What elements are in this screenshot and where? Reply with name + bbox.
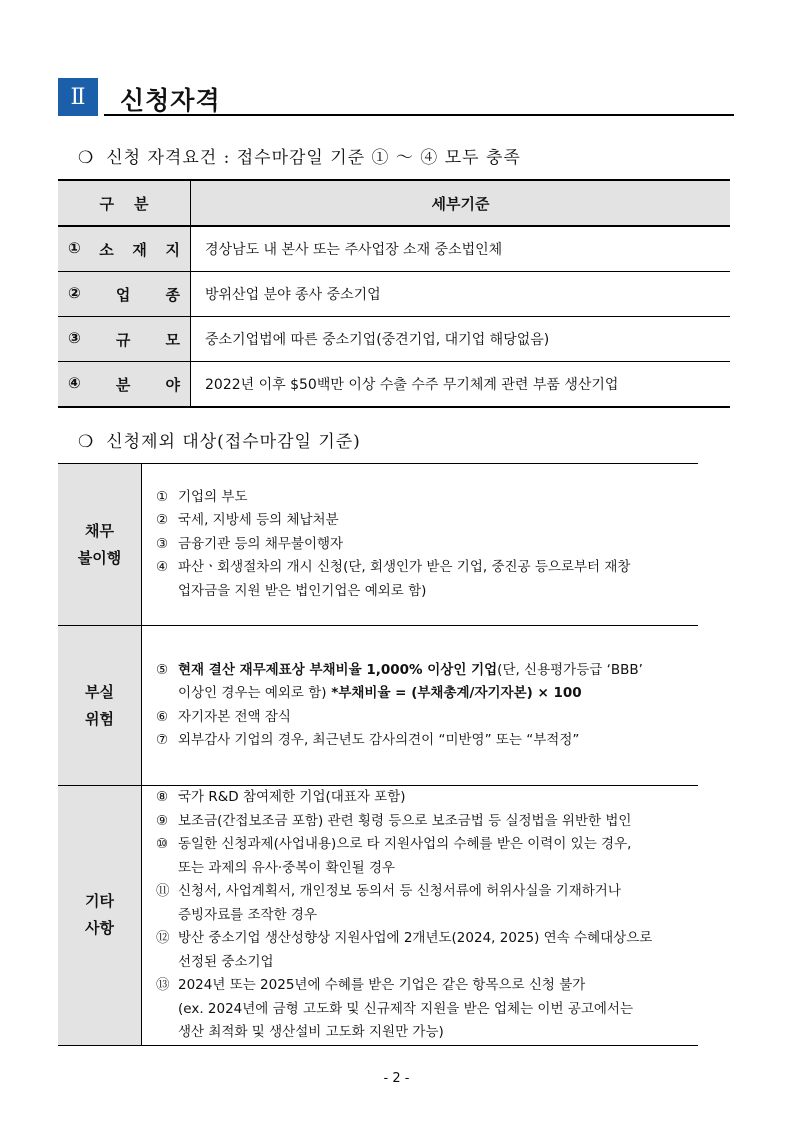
- list-item: ⑪ 신청서, 사업계획서, 개인정보 동의서 등 신청서류에 허위사실을 기재하거나: [156, 883, 621, 899]
- eligibility-heading: [78, 143, 521, 168]
- section-title: 신청자격: [120, 86, 221, 115]
- exclusions-heading: [78, 427, 361, 452]
- row-label: [58, 362, 191, 408]
- row-label: [58, 272, 191, 317]
- list-item-continuation: (ex. 2024년에 금형 고도화 및 신규제작 지원을 받은 업체는 이번 공고에서는: [178, 1000, 633, 1017]
- list-item-continuation: 이상인 경우는 예외로 함) *부채비율 = (부채총계/자기자본) × 100: [178, 685, 582, 701]
- category-line: 기타: [85, 892, 114, 911]
- row-number: ④: [68, 373, 81, 392]
- list-item: ① 기업의 부도: [156, 488, 248, 505]
- list-item: ④ 파산ㆍ회생절차의 개시 신청(단, 회생인가 받은 기업, 중진공 등으로부터 재창: [156, 559, 631, 576]
- list-item: ③ 금융기관 등의 채무불이행자: [156, 535, 344, 552]
- list-item: ② 국세, 지방세 등의 체납처분: [156, 512, 339, 529]
- row-label: [58, 317, 191, 362]
- label-char: 소: [99, 240, 114, 259]
- row-number: ③: [68, 328, 81, 347]
- list-item-continuation: 선정된 중소기업: [178, 953, 274, 970]
- row-number: ①: [68, 238, 81, 257]
- table-row: [58, 362, 730, 408]
- list-item: ⑬ 2024년 또는 2025년에 수혜를 받은 기업은 같은 항목으로 신청 불가: [156, 977, 586, 993]
- category-line: 불이행: [77, 548, 122, 567]
- section-header: [58, 78, 734, 116]
- list-item-continuation: 업자금을 지원 받은 법인기업은 예외로 함): [178, 582, 427, 599]
- label-char: 분: [115, 375, 131, 394]
- list-item: ⑤ 현재 결산 재무제표상 부채비율 1,000% 이상인 기업(단, 신용평가등급 ‘BBB’: [156, 661, 643, 678]
- list-item: ⑥ 자기자본 전액 잠식: [156, 708, 291, 725]
- label-char: 업: [115, 285, 131, 304]
- items-cell: [142, 786, 699, 1046]
- items-cell: [142, 626, 699, 786]
- row-label: [58, 226, 191, 272]
- row-value: 경상남도 내 본사 또는 주사업장 소재 중소법인체: [191, 226, 731, 272]
- category-cell: [58, 786, 142, 1046]
- table-header-row: [58, 180, 730, 226]
- category-line: 사항: [85, 919, 114, 938]
- row-value: 중소기업법에 따른 중소기업(중견기업, 대기업 해당없음): [191, 317, 731, 362]
- section-underline: [104, 114, 734, 116]
- list-item-continuation: 또는 과제의 유사·중복이 확인될 경우: [178, 859, 396, 876]
- table-row: [58, 272, 730, 317]
- list-item-continuation: 증빙자료를 조작한 경우: [178, 906, 317, 923]
- list-item: ⑧ 국가 R&D 참여제한 기업(대표자 포함): [156, 789, 406, 805]
- list-item-continuation: 생산 최적화 및 생산설비 고도화 지원만 가능): [178, 1024, 444, 1040]
- label-char: 야: [165, 375, 180, 394]
- list-item: ⑦ 외부감사 기업의 경우, 최근년도 감사의견이 “미반영” 또는 “부적정”: [156, 732, 580, 748]
- exclusions-heading-text: 신청제외 대상(접수마감일 기준): [106, 432, 361, 452]
- table-row: [58, 626, 698, 786]
- header-criteria: 세부기준: [191, 180, 731, 226]
- category-line: 위험: [85, 709, 114, 728]
- bullet-circle-icon: ❍: [78, 148, 95, 168]
- table-row: [58, 786, 698, 1046]
- section-number-badge: Ⅱ: [58, 78, 98, 116]
- header-category: 구분: [58, 180, 191, 226]
- row-number: ②: [68, 283, 81, 302]
- list-item: ⑨ 보조금(간접보조금 포함) 관련 횡령 등으로 보조금법 등 실정법을 위반한 법인: [156, 812, 632, 829]
- bullet-circle-icon: ❍: [78, 432, 95, 452]
- eligibility-heading-text: 신청 자격요건 : 접수마감일 기준 ① ～ ④ 모두 충족: [106, 148, 521, 168]
- category-line: 채무: [85, 521, 114, 540]
- list-item: ⑩ 동일한 신청과제(사업내용)으로 타 지원사업의 수혜를 받은 이력이 있는 경우,: [156, 836, 632, 852]
- exclusions-table: [58, 463, 698, 1046]
- row-value: 방위산업 분야 종사 중소기업: [191, 272, 731, 317]
- label-char: 모: [165, 330, 180, 349]
- category-cell: [58, 626, 142, 786]
- list-item: ⑫ 방산 중소기업 생산성향상 지원사업에 2개년도(2024, 2025) 연속 수혜대상으로: [156, 930, 653, 946]
- label-char: 규: [115, 330, 131, 349]
- row-value: 2022년 이후 $50백만 이상 수출 수주 무기체계 관련 부품 생산기업: [191, 362, 731, 408]
- table-row: [58, 317, 730, 362]
- page-number: - 2 -: [383, 1071, 410, 1086]
- eligibility-table: [58, 179, 730, 408]
- label-char: 재: [132, 240, 147, 259]
- label-char: 지: [165, 240, 180, 259]
- category-line: 부실: [85, 682, 114, 701]
- items-cell: [142, 464, 699, 626]
- category-cell: [58, 464, 142, 626]
- label-char: 종: [165, 285, 180, 304]
- table-row: [58, 464, 698, 626]
- table-row: [58, 226, 730, 272]
